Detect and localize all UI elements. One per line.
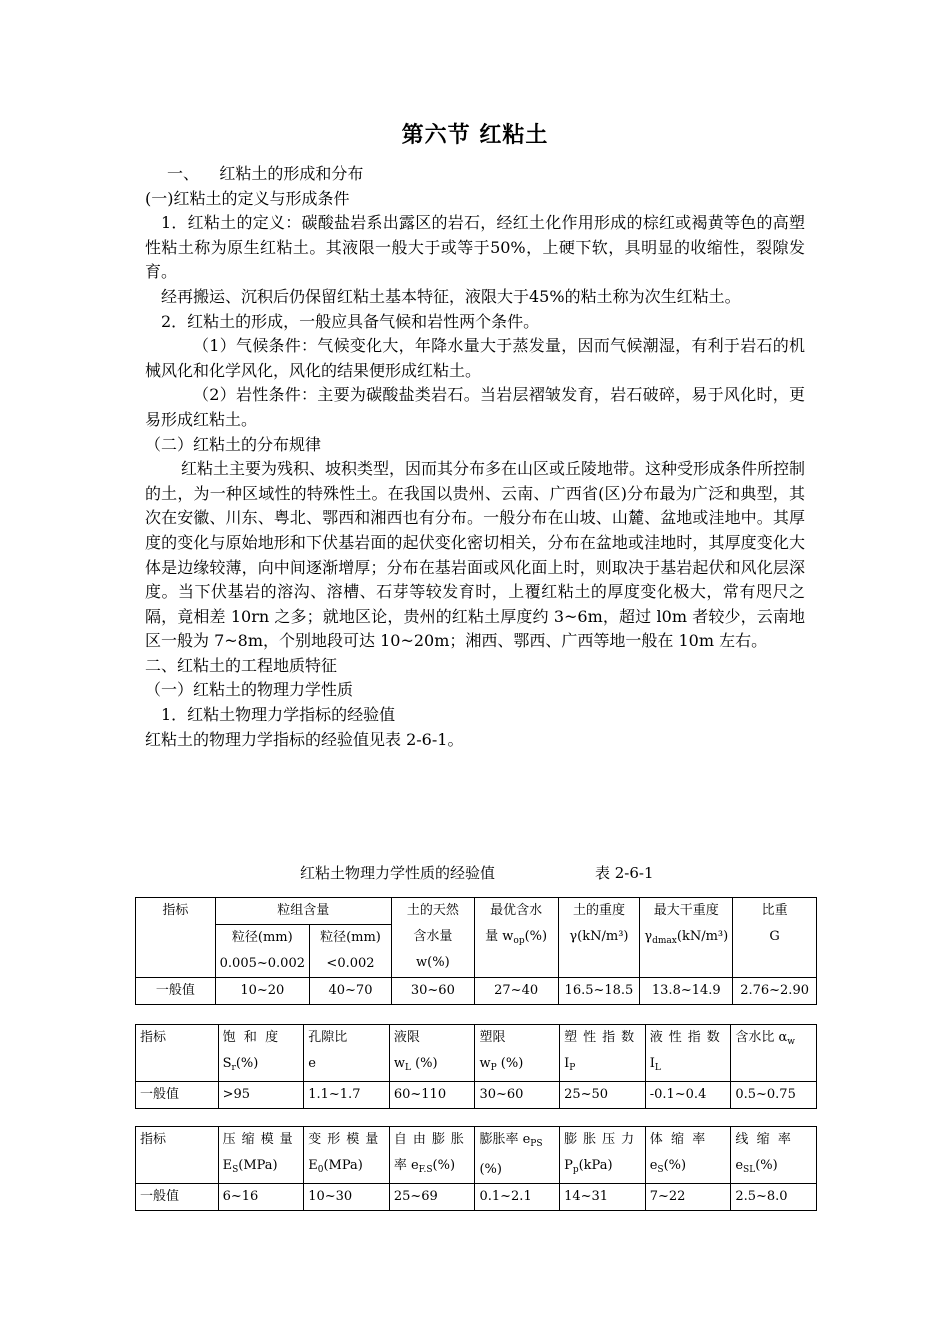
header-swell-ratio: 膨胀率 $e_{PS}$ (%) [475,1127,560,1184]
cell-value: 16.5~18.5 [558,978,640,1005]
heading-subsection-2: （二）红粘土的分布规律 [145,434,322,454]
caption-text: 红粘土物理力学性质的经验值 [300,864,496,882]
row-label: 一般值 [136,978,216,1005]
header-unit-weight: 土的重度 γ(kN/m³) [558,898,640,978]
row-label: 一般值 [136,1184,219,1211]
cell-value: 30~60 [475,1082,560,1109]
header-liquid-limit: 液限 $w_L$ (%) [389,1025,475,1082]
header-index: 指标 [136,1025,219,1082]
cell-value: 30~60 [391,978,474,1005]
cell-value: -0.1~0.4 [645,1082,731,1109]
cell-value: 40~70 [309,978,391,1005]
paragraph-distribution: 红粘土主要为残积、坡积类型，因而其分布多在山区或丘陵地带。这种受形成条件所控制的土，为一种区域性的特殊性土。在我国以贵州、云南、广西省(区)分布最为广泛和典型，其次在安徽、川东、粤北、鄂西和湘西也有分布。一般分布在山坡、山麓、盆地或洼地中。其厚度的变化与原始地形和下伏基岩面的起伏变化密切相关，分布在盆地或洼地时，其厚度变化大体是边缘较薄，向中间逐渐增厚；分布在基岩面或风化面上时，则取决于基岩起伏和风化层深度。当下伏基岩的溶沟、溶槽、石芽等较发育时，上覆红粘土的厚度变化极大，常有咫尺之隔，竟相差 10rn 之多；就地区论，贵州的红粘土厚度约 3~6m，超过 l0m 者较少，云南地区一般为 7~8m，个别地段可达 10~20m；湘西、鄂西、广西等地一般在 10m 左右。 [145,459,806,651]
paragraph-definition: 1．红粘土的定义：碳酸盐岩系出露区的岩石，经红土化作用形成的棕红或褐黄等色的高塑性粘土称为原生红粘土。其液限一般大于或等于50%，上硬下软，具明显的收缩性，裂隙发育。 [145,213,805,282]
header-liquidity-index: 液性指数 $I_L$ [645,1025,731,1082]
header-free-swell: 自由膨胀 率 $e_{F.S}(\%)$ [389,1127,475,1184]
cell-value: 27~40 [474,978,558,1005]
table-row [136,978,817,1005]
paragraph-secondary-clay: 经再搬运、沉积后仍保留红粘土基本特征，液限大于45%的粘土称为次生红粘土。 [161,286,741,306]
paragraph-table-ref: 红粘土的物理力学指标的经验值见表 2-6-1。 [145,729,464,749]
header-grain-range-2: <0.002 [309,951,391,978]
cell-value: 0.1~2.1 [475,1184,560,1211]
header-water-ratio: 含水比 $\alpha_w$ [731,1025,817,1082]
cell-value: >95 [218,1082,304,1109]
table-physical-1 [135,897,817,1005]
cell-value: 7~22 [645,1184,731,1211]
cell-value: 13.8~14.9 [640,978,733,1005]
cell-value: 0.5~0.75 [731,1082,817,1109]
header-max-dry-weight: 最大干重度 $\gamma_{dmax}(kN/m^3)$ [640,898,733,978]
header-volume-shrinkage: 体 缩 率 $e_S(\%)$ [645,1127,731,1184]
header-deformation-modulus: 变形模量 $E_0(MPa)$ [304,1127,390,1184]
heading-item-1: 1．红粘土物理力学指标的经验值 [161,705,396,725]
heading-section-1: 一、 红粘土的形成和分布 [167,164,364,183]
header-index: 指标 [136,1127,219,1184]
heading-section-2: 二、红粘土的工程地质特征 [145,655,338,675]
header-index: 指标 [136,898,216,978]
cell-value: 60~110 [389,1082,475,1109]
body-text [145,162,805,752]
cell-value: 1.1~1.7 [304,1082,390,1109]
header-linear-shrinkage: 线 缩 率 $e_{SL}(\%)$ [731,1127,817,1184]
header-compression-modulus: 压缩模量 $E_S(MPa)$ [218,1127,304,1184]
header-void-ratio: 孔隙比 e [304,1025,390,1082]
paragraph-climate: （1）气候条件：气候变化大，年降水量大于蒸发量，因而气候潮湿，有利于岩石的机械风化和化学风化，风化的结果便形成红粘土。 [145,336,805,380]
table-physical-3 [135,1126,817,1211]
table-row [136,1082,817,1109]
header-optimum-water: 最优含水 量 $w_{op}(\%)$ [474,898,558,978]
table-physical-2 [135,1024,817,1109]
cell-value: 2.5~8.0 [731,1184,817,1211]
header-grain-size-2: 粒径(mm) [309,925,391,952]
caption-table-number: 表 2-6-1 [595,864,654,882]
page-title: 第六节 红粘土 [401,122,549,148]
heading-subsection-3: （一）红粘土的物理力学性质 [145,680,354,700]
heading-subsection-1: (一)红粘土的定义与形成条件 [145,188,350,208]
header-grain: 粒组含量 [215,898,391,925]
header-saturation: 饱 和 度 $S_r(\%)$ [218,1025,304,1082]
header-swell-pressure: 膨胀压力 $P_p(kPa)$ [560,1127,646,1184]
cell-value: 25~69 [389,1184,475,1211]
header-plasticity-index: 塑性指数 $I_P$ [560,1025,646,1082]
header-plastic-limit: 塑限 $w_P$ (%) [475,1025,560,1082]
cell-value: 2.76~2.90 [733,978,817,1005]
cell-value: 14~31 [560,1184,646,1211]
header-water-content: 土的天然 含水量 w(%) [391,898,474,978]
row-label: 一般值 [136,1082,219,1109]
paragraph-lithology: （2）岩性条件：主要为碳酸盐类岩石。当岩层褶皱发育，岩石破碎，易于风化时，更易形成红粘土。 [145,385,805,429]
cell-value: 6~16 [218,1184,304,1211]
cell-value: 10~20 [215,978,309,1005]
table-row [136,1184,817,1211]
header-grain-range-1: 0.005~0.002 [215,951,309,978]
cell-value: 10~30 [304,1184,390,1211]
header-specific-gravity: 比重 G [733,898,817,978]
header-grain-size-1: 粒径(mm) [215,925,309,952]
cell-value: 25~50 [560,1082,646,1109]
paragraph-formation: 2．红粘土的形成，一般应具备气候和岩性两个条件。 [161,311,540,331]
